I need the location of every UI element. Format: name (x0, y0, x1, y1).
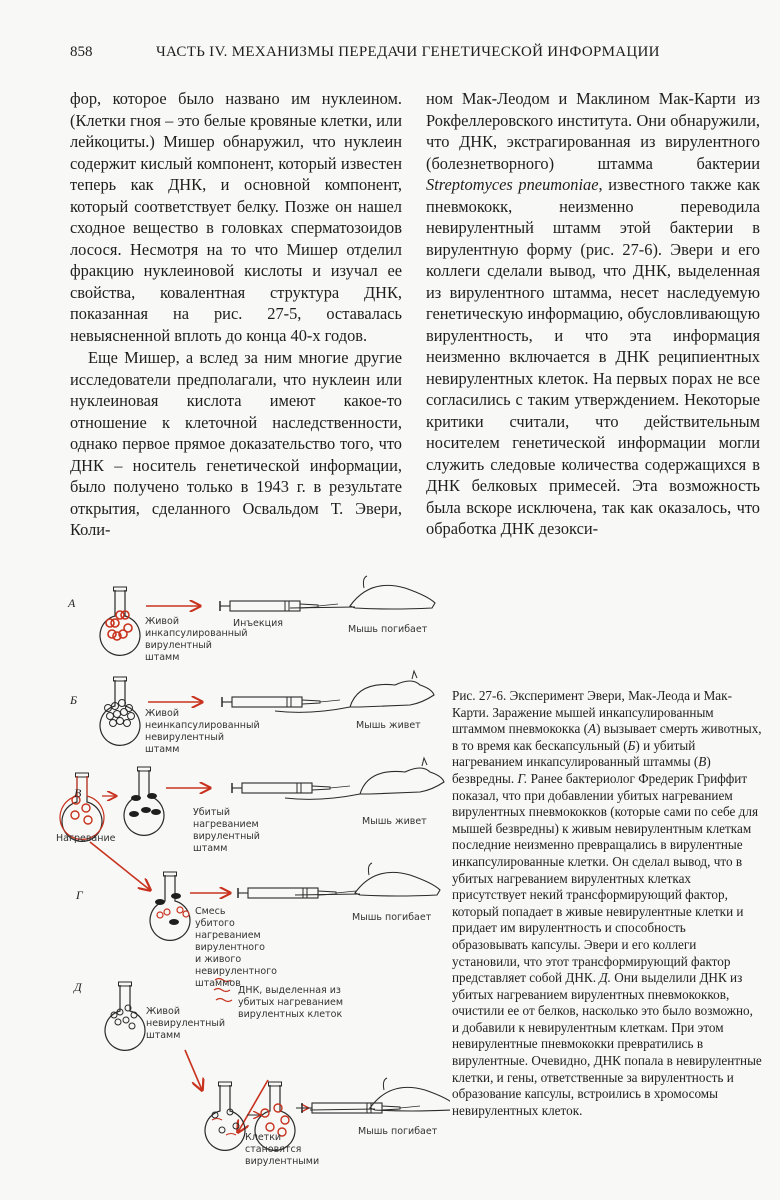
left-column (70, 88, 402, 541)
left-paragraph-1: фор, которое было названо им нуклеином. (Клетки гноя – это белые кровяные клетки, или лейкоциты.) Мишер обнаружил, что нуклеин содержит кислый компонент, который известен теперь как ДНК, и основной компонент, который соответствует белку. Позже он нашел сходное вещество в головках сперматозоидов лосося. Несмотря на то что Мишер отделил фракцию нуклеиновой кислоты и изучал ее свойства, ковалентная структура ДНК, показанная на рис. 27-5, оставалась невыясненной вплоть до конца 40-х годов. (70, 89, 402, 345)
caption-text: ) и убитый нагреванием инкапсулированный штаммы ( (452, 737, 699, 770)
row-v-outcome: Мышь живет (362, 816, 427, 827)
row-v-strain-label: Убитый нагреванием вирулентный штамм (193, 807, 260, 854)
figure-27-6 (50, 560, 450, 1190)
right-text-b: , известного также как пневмококк, неизменно переводила невирулентный штамм этой бактерии в вирулентную форму (рис. 27-6). Эвери и его коллеги сделали вывод, что ДНК, выделенная из вирулентного штамма, несет наследуемую генетическую информацию, обусловливающую вирулентность, и что эта информация неизменно включается в ДНК реципиентных невирулентных клеток. На первых порах не все согласились с таким утверждением. Некоторые критики считали, что действительным носителем генетической информации могли служить следовые количества содержащихся в ДНК белковых примесей. Эта возможность была вскоре исключена, так как оказалось, что обработка ДНК дезокси- (426, 175, 760, 538)
row-a-syringe-label: Инъекция (233, 618, 283, 629)
caption-text: ) вызывает смерть животных, в то время как бескапсульный ( (452, 721, 762, 753)
right-column (426, 88, 760, 540)
row-a-strain-label: Живой инкапсулированный вирулентный штамм (145, 616, 248, 663)
caption-ref-a: А (588, 721, 597, 737)
row-d-result-label: Клетки становятся вирулентными (245, 1132, 320, 1167)
row-a-outcome: Мышь погибает (348, 624, 428, 635)
row-b-strain-label: Живой неинкапсулированный невирулентный штамм (145, 708, 260, 755)
running-header (70, 44, 760, 68)
running-title: ЧАСТЬ IV. МЕХАНИЗМЫ ПЕРЕДАЧИ ГЕНЕТИЧЕСКОЙ ИНФОРМАЦИИ (156, 44, 660, 60)
page-number: 858 (70, 44, 93, 60)
caption-ref-v: В (698, 754, 707, 770)
caption-text: Они выделили ДНК из убитых нагреванием вирулентных пневмококков, очистили ее от белков, насколько это было возможно, и добавили к невирулентным клеткам. При этом невирулентные пневмококки превратились в вирулентные. Очевидно, ДНК попала в невирулентные клетки, и гены, ответственные за вирулентность и образование капсулы, встроились в хромосомы невирулентных клеток. (452, 970, 762, 1118)
left-paragraph-2: Еще Мишер, а вслед за ним многие другие исследователи предполагали, что нуклеин или нуклеиновая кислота имеют какое-то отношение к клеточной наследственности, однако первое прямое доказательство того, что ДНК – носитель генетической информации, было получено только в 1943 г. в результате открытия, сделанного Освальдом Т. Эвери, Коли- (70, 348, 402, 539)
caption-text: ) безвредны. (452, 754, 711, 786)
right-paragraph-1 (426, 88, 760, 540)
figure-caption (452, 688, 762, 1119)
row-d-dna-label: ДНК, выделенная из убитых нагреванием вирулентных клеток (238, 985, 344, 1020)
row-letter-d: Д (74, 980, 82, 994)
species-name: Streptomyces pneumoniae (426, 175, 599, 194)
caption-title: Рис. 27-6. Эксперимент Эвери, Мак-Леода и Мак-Карти. (452, 688, 732, 720)
row-b-outcome: Мышь живет (356, 720, 421, 731)
caption-ref-g: Г. (517, 770, 528, 786)
row-letter-g: Г (76, 888, 83, 902)
caption-text: Ранее бактериолог Фредерик Гриффит показал, что при добавлении убитых нагреванием вирулентных пневмококков (которые сами по себе для мышей безвредны) к живым невирулентным клеткам последние неизменно превращались в вирулентные инкапсулированные клетки. Он сделал вывод, что в убитых нагреванием вирулентных клетках присутствует некий трансформирующий фактор, который попадает в живые невирулентные клетки и придает им вирулентность и способность образовывать капсулы. Эвери и его коллеги установили, что этот трансформирующий фактор представляет собой ДНК. (452, 770, 759, 986)
row-g-strain-label: Смесь убитого нагреванием вирулентного и живого невирулентного штаммов (195, 906, 277, 989)
row-letter-v: В (74, 786, 82, 800)
row-letter-b: Б (70, 693, 78, 707)
row-g-outcome: Мышь погибает (352, 912, 432, 923)
caption-text: Заражение мышей инкапсулированным штаммом пневмококка ( (452, 704, 714, 737)
row-d-strain-label: Живой невирулентный штамм (146, 1006, 226, 1041)
row-d-outcome: Мышь погибает (358, 1126, 438, 1137)
experiment-diagram (50, 560, 450, 1190)
right-text-a: ном Мак-Леодом и Маклином Мак-Карти из Рокфеллеровского института. Они обнаружили, что ДНК, экстрагированная из вирулентного (болезнетворного) штамма бактерии (426, 89, 760, 173)
row-letter-a: А (68, 596, 76, 610)
row-v-heat-label: Нагревание (56, 833, 116, 844)
caption-ref-b: Б (627, 737, 636, 753)
caption-ref-d: Д. (599, 970, 611, 986)
